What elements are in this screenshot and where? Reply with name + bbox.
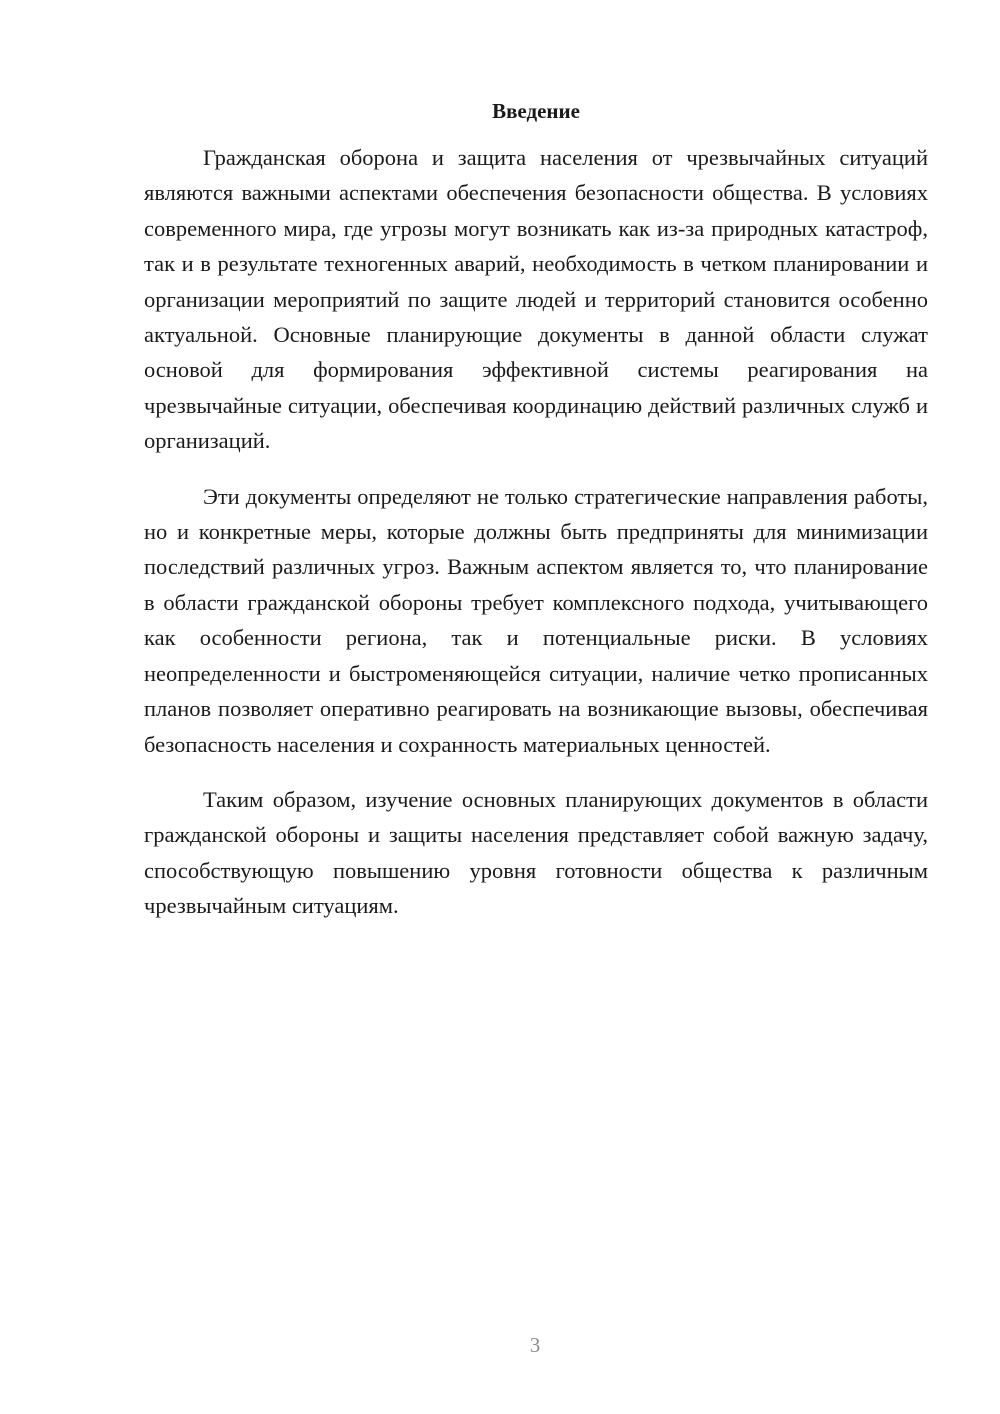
page-content (144, 93, 928, 944)
paragraph-3: Таким образом, изучение основных планирующих документов в области гражданской обороны и защиты населения представляет собой важную задачу, способствующую повышению уровня готовности общества к различным чрезвычайным ситуациям. (144, 786, 928, 919)
page-number: 3 (529, 1333, 541, 1357)
section-title: Введение (492, 99, 580, 123)
paragraph-2: Эти документы определяют не только стратегические направления работы, но и конкретные меры, которые должны быть предприняты для минимизации последствий различных угроз. Важным аспектом является то, что планирование в области гражданской обороны требует комплексного подхода, учитывающего как особенности региона, так и потенциальные риски. В условиях неопределенности и быстроменяющейся ситуации, наличие четко прописанных планов позволяет оперативно реагировать на возникающие вызовы, обеспечивая безопасность населения и сохранность материальных ценностей. (144, 483, 928, 757)
paragraph-1: Гражданская оборона и защита населения от чрезвычайных ситуаций являются важными аспектами обеспечения безопасности общества. В условиях современного мира, где угрозы могут возникать как из-за природных катастроф, так и в результате техногенных аварий, необходимость в четком планировании и организации мероприятий по защите людей и территорий становится особенно актуальной. Основные планирующие документы в данной области служат основой для формирования эффективной системы реагирования на чрезвычайные ситуации, обеспечивая координацию действий различных служб и организаций. (144, 145, 928, 454)
